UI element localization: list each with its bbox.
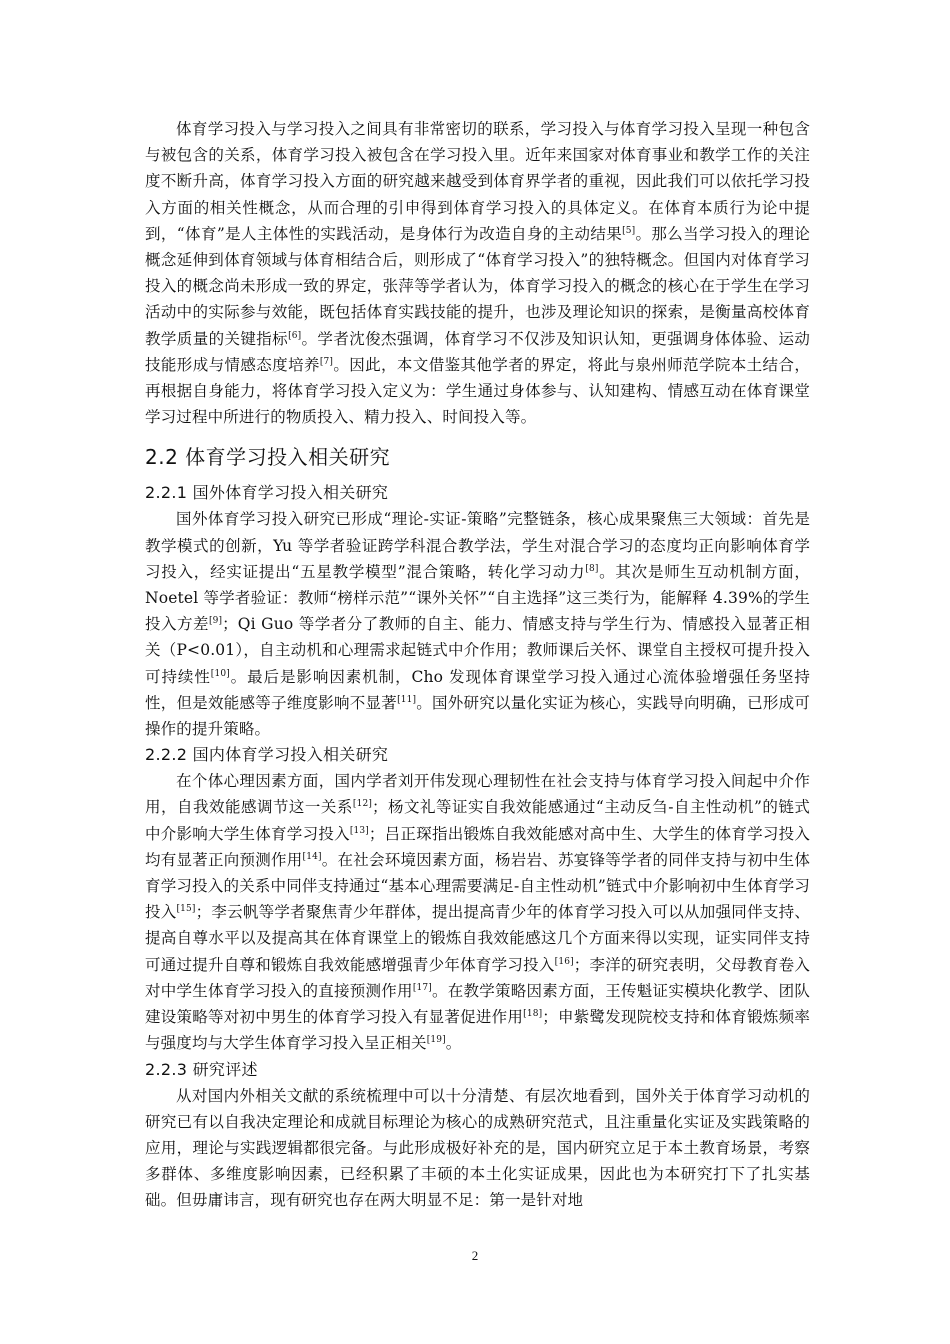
citation: [19]	[426, 1035, 446, 1046]
citation: [14]	[302, 851, 322, 862]
intro-paragraph: 体育学习投入与学习投入之间具有非常密切的联系，学习投入与体育学习投入呈现一种包含与被包含的关系，体育学习投入被包含在学习投入里。近年来国家对体育事业和教学工作的关注度不断升高，体育学习投入方面的研究越来越受到体育界学者的重视，因此我们可以依托学习投入方面的相关性概念，从而合理的引申得到体育学习投入的具体定义。在体育本质行为论中提到，“体育”是人主体性的实践活动，是身体行为改造自身的主动结果[5]。那么当学习投入的理论概念延伸到体育领域与体育相结合后，则形成了“体育学习投入”的独特概念。但国内对体育学习投入的概念尚未形成一致的界定，张萍等学者认为，体育学习投入的概念的核心在于学生在学习活动中的实际参与效能，既包括体育实践技能的提升，也涉及理论知识的探索，是衡量高校体育教学质量的关键指标[6]。学者沈俊杰强调，体育学习不仅涉及知识认知，更强调身体体验、运动技能形成与情感态度培养[7]。因此，本文借鉴其他学者的界定，将此与泉州师范学院本土结合，再根据自身能力，将体育学习投入定义为：学生通过身体参与、认知建构、情感互动在体育课堂学习过程中所进行的物质投入、精力投入、时间投入等。	[145, 120, 810, 427]
citation: [7]	[319, 356, 334, 367]
citation: [15]	[176, 904, 196, 915]
domestic-research-paragraph: 在个体心理因素方面，国内学者刘开伟发现心理韧性在社会支持与体育学习投入间起中介作用，自我效能感调节这一关系[12]；杨文礼等证实自我效能感通过“主动反刍-自主性动机”的链式中介影响大学生体育学习投入[13]；吕正琛指出锻炼自我效能感对高中生、大学生的体育学习投入均有显著正向预测作用[14]。在社会环境因素方面，杨岩岩、苏宴锋等学者的同伴支持与初中生体育学习投入的关系中同伴支持通过“基本心理需要满足-自主性动机”链式中介影响初中生体育学习投入[15]；李云帆等学者聚焦青少年群体，提出提高青少年的体育学习投入可以从加强同伴支持、提高自尊水平以及提高其在体育课堂上的锻炼自我效能感这几个方面来得以实现，证实同伴支持可通过提升自尊和锻炼自我效能感增强青少年体育学习投入[16]；李洋的研究表明，父母教育卷入对中学生体育学习投入的直接预测作用[17]。在教学策略因素方面，王传魁证实模块化教学、团队建设策略等对初中男生的体育学习投入有显著促进作用[18]；申紫鹭发现院校支持和体育锻炼频率与强度均与大学生体育学习投入呈正相关[19]。	[145, 772, 811, 1053]
citation: [9]	[208, 616, 223, 627]
citation: [5]	[622, 225, 636, 236]
subsection-heading: 2.2.2 国内体育学习投入相关研究	[145, 745, 389, 765]
section-heading: 2.2 体育学习投入相关研究	[145, 445, 391, 470]
subsection-heading: 2.2.1 国外体育学习投入相关研究	[145, 483, 389, 503]
citation: [16]	[554, 956, 574, 967]
citation: [10]	[210, 668, 230, 679]
citation: [12]	[352, 799, 372, 810]
page-content	[145, 116, 810, 1214]
citation: [6]	[288, 330, 302, 341]
citation: [8]	[585, 563, 599, 574]
citation: [13]	[349, 825, 369, 836]
page-number: 2	[471, 1248, 479, 1263]
citation: [18]	[523, 1008, 543, 1019]
review-paragraph: 从对国内外相关文献的系统梳理中可以十分清楚、有层次地看到，国外关于体育学习动机的研究已有以自我决定理论和成就目标理论为核心的成熟研究范式，且注重量化实证及实践策略的应用，理论与实践逻辑都很完备。与此形成极好补充的是，国内研究立足于本土教育场景，考察多群体、多维度影响因素，已经积累了丰硕的本土化实证成果，因此也为本研究打下了扎实基础。但毋庸讳言，现有研究也存在两大明显不足：第一是针对地	[145, 1086, 810, 1210]
citation: [11]	[397, 694, 417, 705]
citation: [17]	[412, 982, 432, 993]
foreign-research-paragraph: 国外体育学习投入研究已形成“理论-实证-策略”完整链条，核心成果聚焦三大领域：首先是教学模式的创新，Yu 等学者验证跨学科混合教学法，学生对混合学习的态度均正向影响体育学习投入，经实证提出“五星教学模型”混合策略，转化学习动力[8]。其次是师生互动机制方面，Noetel 等学者验证：教师“榜样示范”“课外关怀”“自主选择”这三类行为，能解释 4.39%的学生投入方差[9]；Qi Guo 等学者分了教师的自主、能力、情感支持与学生行为、情感投入显著正相关（P<0.01），自主动机和心理需求起链式中介作用；教师课后关怀、课堂自主授权可提升投入可持续性[10]。最后是影响因素机制，Cho 发现体育课堂学习投入通过心流体验增强任务坚持性，但是效能感等子维度影响不显著[11]。国外研究以量化实证为核心，实践导向明确，已形成可操作的提升策略。	[145, 510, 810, 739]
subsection-heading: 2.2.3 研究评述	[145, 1059, 258, 1079]
